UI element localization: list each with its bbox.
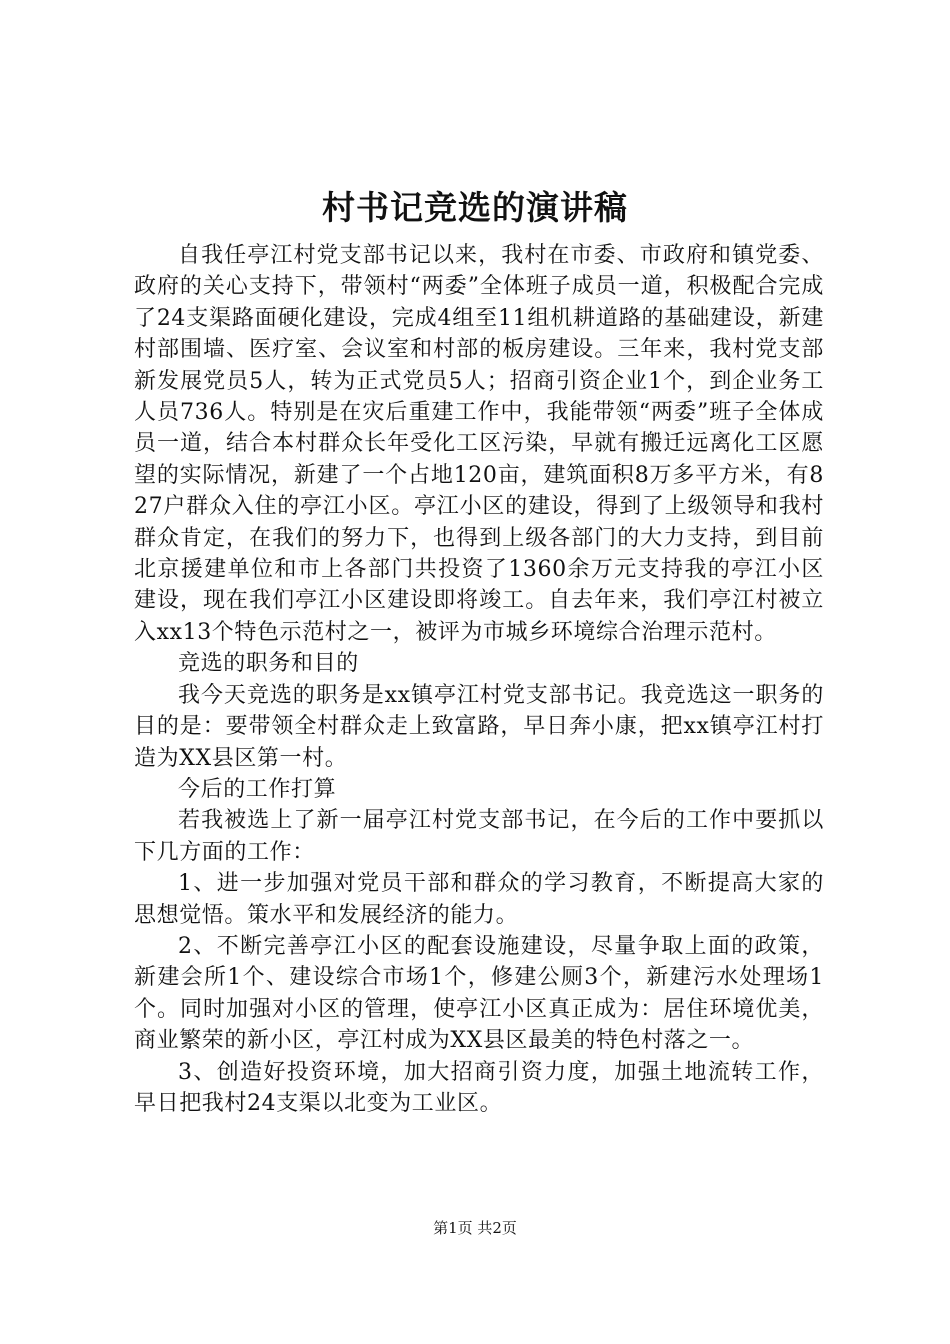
- body-paragraph: 若我被选上了新一届亭江村党支部书记，在今后的工作中要抓以下几方面的工作：: [134, 808, 824, 865]
- document-body: [134, 240, 824, 1119]
- list-item: 1、进一步加强对党员干部和群众的学习教育，不断提高大家的思想觉悟。策水平和发展经济的能力。: [134, 871, 824, 928]
- page-footer: 第1页 共2页: [433, 1219, 517, 1237]
- body-paragraph: 我今天竞选的职务是xx镇亭江村党支部书记。我竞选这一职务的目的是：要带领全村群众走上致富路，早日奔小康，把xx镇亭江村打造为XX县区第一村。: [134, 682, 824, 771]
- body-paragraph: 自我任亭江村党支部书记以来，我村在市委、市政府和镇党委、政府的关心支持下，带领村“两委”全体班子成员一道，积极配合完成了24支渠路面硬化建设，完成4组至11组机耕道路的基础建设，新建村部围墙、医疗室、会议室和村部的板房建设。三年来，我村党支部新发展党员5人，转为正式党员5人；招商引资企业1个，到企业务工人员736人。特别是在灾后重建工作中，我能带领“两委”班子全体成员一道，结合本村群众长年受化工区污染，早就有搬迁远离化工区愿望的实际情况，新建了一个占地120亩，建筑面积8万多平方米，有827户群众入住的亭江小区。亭江小区的建设，得到了上级领导和我村群众肯定，在我们的努力下，也得到上级各部门的大力支持，到目前北京援建单位和市上各部门共投资了1360余万元支持我的亭江小区建设，现在我们亭江小区建设即将竣工。自去年来，我们亭江村被立入xx13个特色示范村之一，被评为市城乡环境综合治理示范村。: [134, 243, 824, 645]
- list-item: 3、创造好投资环境，加大招商引资力度，加强土地流转工作，早日把我村24支渠以北变为工业区。: [134, 1059, 824, 1116]
- section-heading: 今后的工作打算: [178, 776, 337, 802]
- list-item: 2、不断完善亭江小区的配套设施建设，尽量争取上面的政策，新建会所1个、建设综合市场1个，修建公厕3个，新建污水处理场1个。同时加强对小区的管理，使亭江小区真正成为：居住环境优美，商业繁荣的新小区，亭江村成为XX县区最美的特色村落之一。: [134, 933, 824, 1054]
- document-title: 村书记竞选的演讲稿: [322, 188, 628, 227]
- section-heading: 竞选的职务和目的: [178, 651, 359, 677]
